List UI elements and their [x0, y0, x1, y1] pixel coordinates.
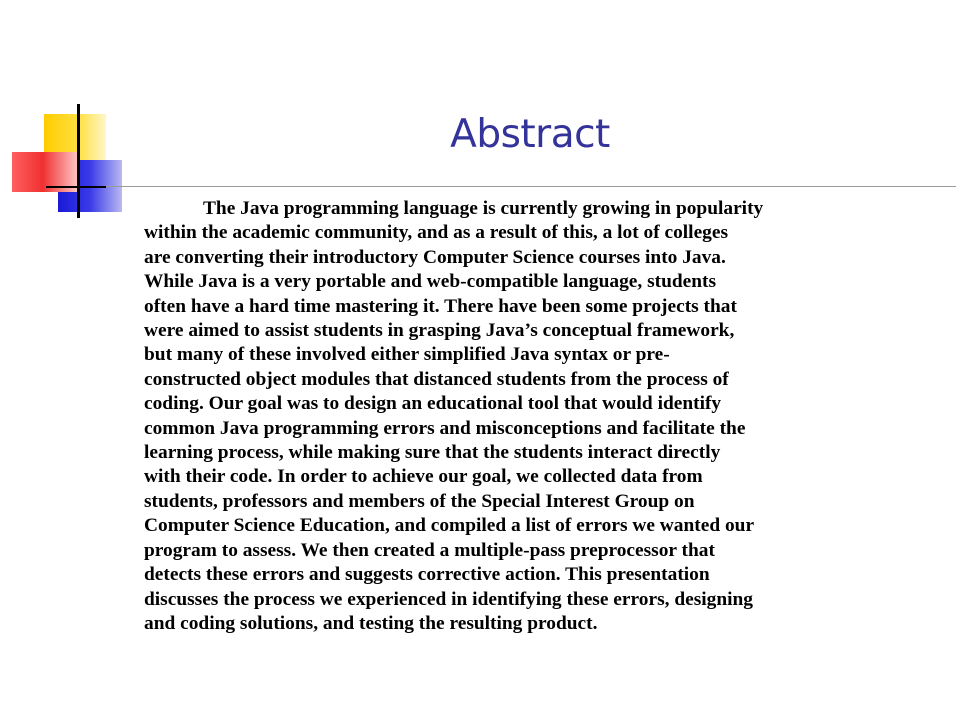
abstract-line: were aimed to assist students in grasping Java’s conceptual framework, [144, 320, 735, 342]
title-underline-accent [46, 186, 106, 188]
abstract-line: with their code. In order to achieve our goal, we collected data from [144, 466, 703, 488]
abstract-line: coding. Our goal was to design an educational tool that would identify [144, 393, 722, 415]
abstract-line: but many of these involved either simplified Java syntax or pre- [144, 344, 670, 366]
abstract-line: are converting their introductory Computer Science courses into Java. [144, 246, 726, 268]
abstract-line: students, professors and members of the Special Interest Group on [144, 490, 695, 512]
abstract-line: often have a hard time mastering it. There have been some projects that [144, 295, 737, 317]
abstract-body [144, 197, 904, 636]
abstract-line: constructed object modules that distanced students from the process of [144, 368, 729, 390]
slide-title: Abstract [450, 112, 610, 157]
title-underline-rule [46, 186, 956, 187]
abstract-line: program to assess. We then created a multiple-pass preprocessor that [144, 539, 715, 561]
abstract-line: Computer Science Education, and compiled a list of errors we wanted our [144, 515, 755, 537]
abstract-line: learning process, while making sure that the students interact directly [144, 442, 721, 464]
abstract-line: within the academic community, and as a result of this, a lot of colleges [144, 222, 729, 244]
abstract-line: and coding solutions, and testing the resulting product. [144, 612, 598, 634]
abstract-line: discusses the process we experienced in identifying these errors, designing [144, 588, 753, 610]
abstract-line: The Java programming language is currently growing in popularity [203, 198, 764, 219]
abstract-line: While Java is a very portable and web-compatible language, students [144, 271, 717, 293]
abstract-line: detects these errors and suggests corrective action. This presentation [144, 564, 710, 586]
abstract-line: common Java programming errors and misconceptions and facilitate the [144, 417, 746, 439]
